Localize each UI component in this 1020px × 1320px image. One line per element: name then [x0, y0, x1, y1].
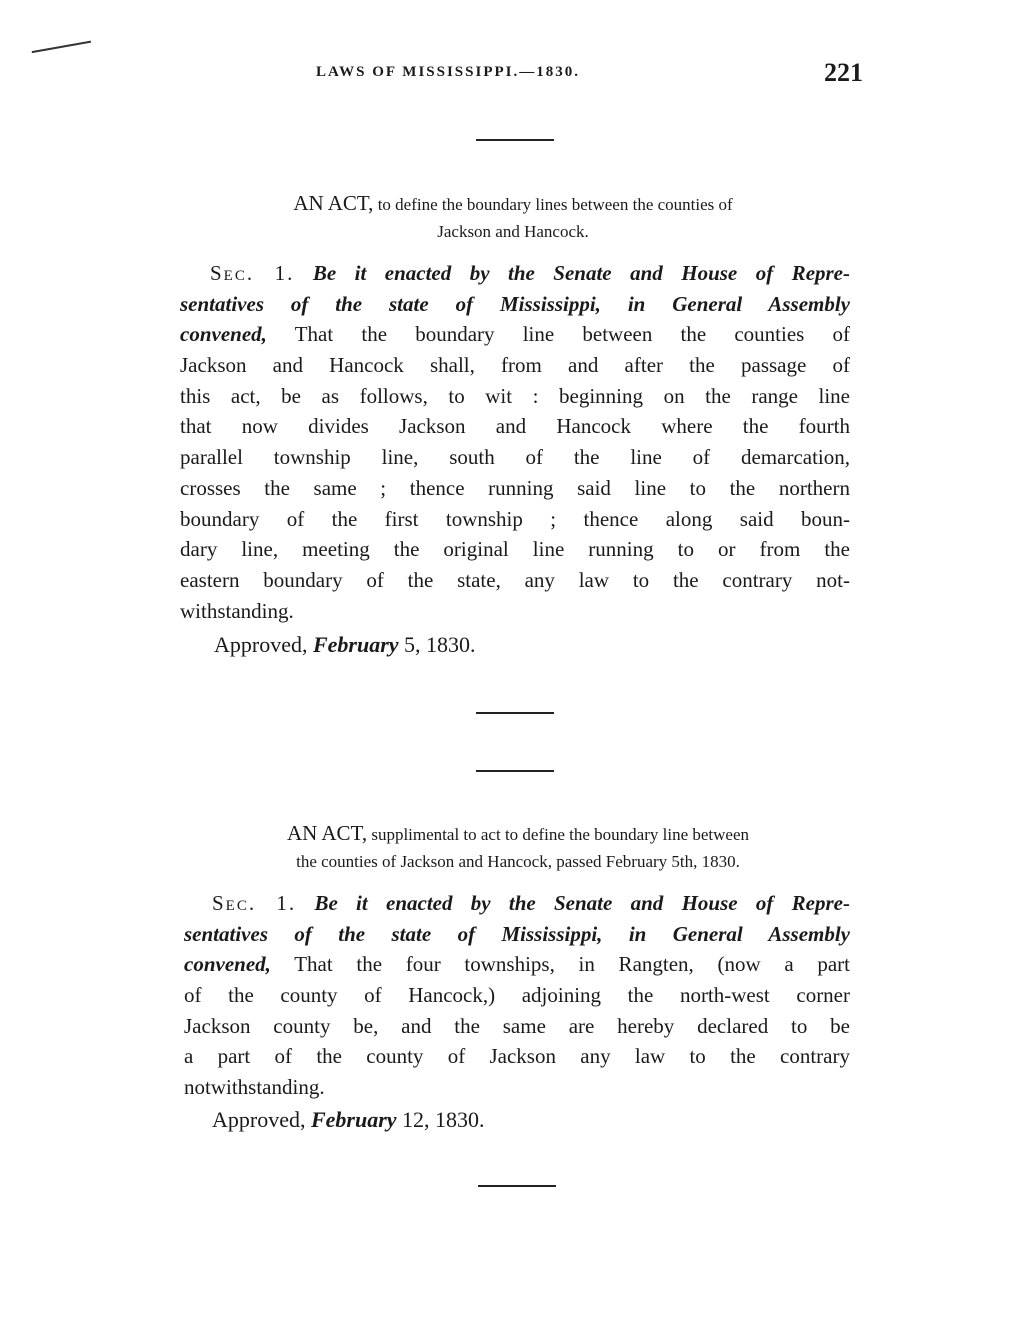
act1-line-8: crosses the same ; thence running said line to the northern [180, 475, 850, 500]
act1-title-lead: AN ACT, [293, 191, 374, 215]
running-head: LAWS OF MISSISSIPPI.—1830. [316, 64, 580, 80]
separator-rule [478, 1185, 556, 1187]
act1-line-11: eastern boundary of the state, any law to the contrary not- [180, 567, 850, 592]
act1-title-line1: to define the boundary lines between the counties of [377, 195, 733, 214]
act1-line-7: parallel township line, south of the line of demarcation, [180, 445, 850, 470]
act1-line-2: sentatives of the state of Mississippi, in General Assembly [180, 291, 850, 316]
act1-line-9: boundary of the first township ; thence along said boun- [180, 506, 850, 531]
act2-title-line2: the counties of Jackson and Hancock, passed February 5th, 1830. [296, 852, 740, 871]
act2-line-7: notwithstanding. [184, 1075, 325, 1100]
act2-section [184, 888, 850, 1103]
act2-line-4: of the county of Hancock,) adjoining the north-west corner [184, 983, 850, 1008]
act1-line-12: withstanding. [180, 598, 294, 623]
scan-mark [29, 25, 91, 53]
act1-approved [214, 632, 476, 658]
page-number: 221 [824, 58, 863, 87]
act1-title [186, 190, 840, 245]
act1-title-line2: Jackson and Hancock. [437, 222, 589, 241]
act2-line-3b: That the four townships, in Rangten, (now a part [294, 952, 850, 977]
act2-line-3a: convened, [184, 952, 271, 977]
act1-line-5: this act, be as follows, to wit : beginning on the range line [180, 383, 850, 408]
act2-approved-month: February [310, 1107, 397, 1132]
act1-line-3b: That the boundary line between the counties of [294, 322, 850, 347]
act1-approved-day: 5, 1830. [404, 632, 476, 657]
act2-title-lead: AN ACT, [286, 821, 368, 845]
act1-approved-month: February [312, 632, 399, 657]
act1-line-3a: convened, [180, 322, 267, 347]
act2-approved-day: 12, 1830. [402, 1107, 485, 1132]
act2-line-2: sentatives of the state of Mississippi, in General Assembly [184, 921, 850, 946]
act1-approved-label: Approved, [214, 632, 308, 657]
act1-line-6: that now divides Jackson and Hancock where the fourth [180, 414, 850, 439]
act2-line-5: Jackson county be, and the same are hereby declared to be [184, 1013, 850, 1038]
separator-rule [476, 770, 554, 772]
act2-section-label: Sec. 1. [212, 891, 297, 915]
act2-line-6: a part of the county of Jackson any law to the contrary [184, 1044, 850, 1069]
act2-approved [212, 1107, 485, 1133]
act2-title-line1: supplimental to act to define the boundary line between [371, 825, 750, 844]
act1-section-label: Sec. 1. [210, 261, 295, 285]
act2-title [184, 820, 852, 875]
act2-line-1: Be it enacted by the Senate and House of Repre- [314, 891, 850, 915]
separator-rule [476, 712, 554, 714]
separator-rule [476, 139, 554, 141]
act1-section [180, 258, 850, 626]
act2-approved-label: Approved, [212, 1107, 306, 1132]
act1-line-10: dary line, meeting the original line running to or from the [180, 537, 850, 562]
act1-line-4: Jackson and Hancock shall, from and after the passage of [180, 353, 850, 378]
act1-line-1: Be it enacted by the Senate and House of Repre- [312, 261, 850, 285]
